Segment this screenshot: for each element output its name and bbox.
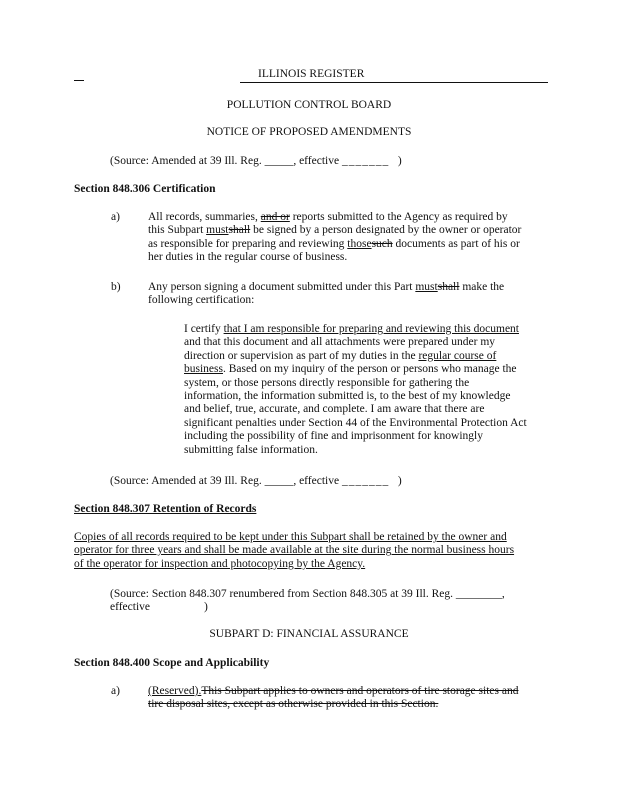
section-400-heading: Section 848.400 Scope and Applicability — [74, 657, 270, 669]
subsection-b-label: b) — [111, 281, 121, 293]
section-400-a-label: a) — [111, 685, 120, 697]
subsection-a-label: a) — [111, 211, 120, 223]
source-note-2: (Source: Amended at 39 Ill. Reg. _____, effective _______ ) — [110, 475, 402, 487]
source-mid: , effective — [293, 155, 342, 167]
register-title: ILLINOIS REGISTER — [258, 68, 365, 80]
header-left-rule — [74, 80, 84, 81]
section-400-a-text: (Reserved).This Subpart applies to owners and operators of tire storage sites and tire disposal sites, except as otherwise provided in this Section. — [148, 685, 519, 711]
subsection-b-text: Any person signing a document submitted under this Part mustshall make the following certification: — [148, 281, 505, 307]
source-note-1 — [110, 155, 402, 167]
certification-statement: I certify that I am responsible for preparing and reviewing this document and that this document and all attachments were prepared under my direction or supervision as part of my duties in the regular course of business. Based on my inquiry of the person or persons who manage the system, or those persons directly responsible for gathering the information, the information submitted is, to the best of my knowledge and belief, true, accurate, and complete. I am aware that there are significant penalties under Section 44 of the Environmental Protection Act including the possibility of fine and imprisonment for knowingly submitting false information. — [184, 323, 527, 456]
subpart-d-title: SUBPART D: FINANCIAL ASSURANCE — [209, 628, 409, 640]
section-307-text: Copies of all records required to be kept under this Subpart shall be retained by the owner and operator for three years and shall be made available at the site during the normal business hours of the operator for inspection and photocopying by the Agency. — [74, 531, 515, 570]
subsection-a-text: All records, summaries, and or reports submitted to the Agency as required by this Subpart mustshall be signed by a person designated by the owner or operator as responsible for preparing and reviewing thosesuch documents as part of his or her duties in the regular course of business. — [148, 211, 522, 264]
section-307-heading: Section 848.307 Retention of Records — [74, 503, 257, 515]
source-blank-reg: _____ — [264, 155, 294, 167]
source-prefix: (Source: Amended at 39 Ill. Reg. — [110, 155, 265, 167]
source-suffix: ) — [397, 155, 402, 167]
board-title: POLLUTION CONTROL BOARD — [226, 99, 392, 111]
section-306-heading: Section 848.306 Certification — [74, 183, 216, 195]
source-blank-effective: _______ — [341, 155, 390, 167]
source-note-3: (Source: Section 848.307 renumbered from Section 848.305 at 39 Ill. Reg. ________, effective ) — [110, 588, 505, 614]
notice-title: NOTICE OF PROPOSED AMENDMENTS — [206, 126, 412, 138]
